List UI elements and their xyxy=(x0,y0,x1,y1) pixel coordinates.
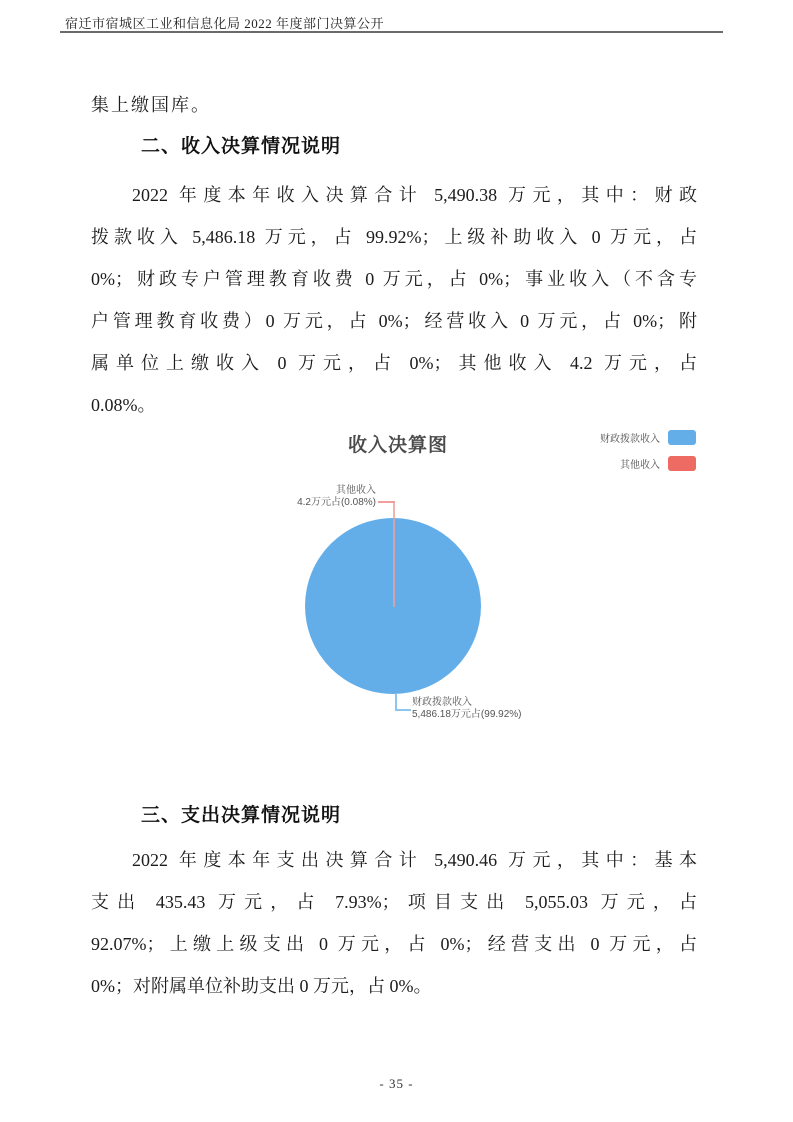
paragraph-line: 0%；对附属单位补助支出 0 万元，占 0%。 xyxy=(91,976,432,996)
paragraph-line: 2022 年度本年支出决算合计 5,490.46 万元，其中：基本 xyxy=(132,850,697,870)
pie-label-other-value: 4.2万元占(0.08%) xyxy=(297,497,376,508)
chart-legend xyxy=(600,429,696,481)
header-rule xyxy=(60,31,723,33)
paragraph-line: 0.08%。 xyxy=(91,395,156,415)
section2-paragraph xyxy=(91,174,697,426)
intro-line: 集上缴国库。 xyxy=(91,95,211,115)
pie-label-fiscal xyxy=(412,697,522,721)
legend-item-other xyxy=(600,455,696,471)
paragraph-line: 户管理教育收费）0 万元，占 0%；经营收入 0 万元，占 0%；附 xyxy=(91,311,697,331)
legend-swatch-red xyxy=(668,456,696,471)
pie-label-fiscal-value: 5,486.18万元占(99.92%) xyxy=(412,709,522,720)
paragraph-line: 支出 435.43 万元，占 7.93%；项目支出 5,055.03 万元，占 xyxy=(91,892,697,912)
income-pie-chart xyxy=(260,425,760,727)
legend-item-fiscal xyxy=(600,429,696,445)
pie-label-fiscal-name: 财政拨款收入 xyxy=(412,697,472,708)
section2-heading: 二、收入决算情况说明 xyxy=(141,136,342,157)
legend-swatch-blue xyxy=(668,430,696,445)
paragraph-line: 属单位上缴收入 0 万元，占 0%；其他收入 4.2 万元，占 xyxy=(91,353,697,373)
section3-heading: 三、支出决算情况说明 xyxy=(141,805,342,826)
leader-line-other xyxy=(393,501,395,607)
chart-title: 收入决算图 xyxy=(348,435,449,456)
page-number: - 35 - xyxy=(379,1076,414,1091)
pie-label-other xyxy=(270,485,376,509)
paragraph-line: 2022 年度本年收入决算合计 5,490.38 万元，其中：财政 xyxy=(132,185,697,205)
page-header-title: 宿迁市宿城区工业和信息化局 2022 年度部门决算公开 xyxy=(65,16,385,31)
paragraph-line: 拨款收入 5,486.18 万元，占 99.92%；上级补助收入 0 万元，占 xyxy=(91,227,697,247)
paragraph-line: 0%；财政专户管理教育收费 0 万元，占 0%；事业收入（不含专 xyxy=(91,269,697,289)
section3-paragraph xyxy=(91,839,697,1007)
legend-label: 财政拨款收入 xyxy=(600,433,660,445)
pie-label-other-name: 其他收入 xyxy=(336,485,376,496)
paragraph-line: 92.07%；上缴上级支出 0 万元，占 0%；经营支出 0 万元，占 xyxy=(91,934,697,954)
leader-line-fiscal xyxy=(395,709,411,711)
legend-label: 其他收入 xyxy=(620,459,660,471)
